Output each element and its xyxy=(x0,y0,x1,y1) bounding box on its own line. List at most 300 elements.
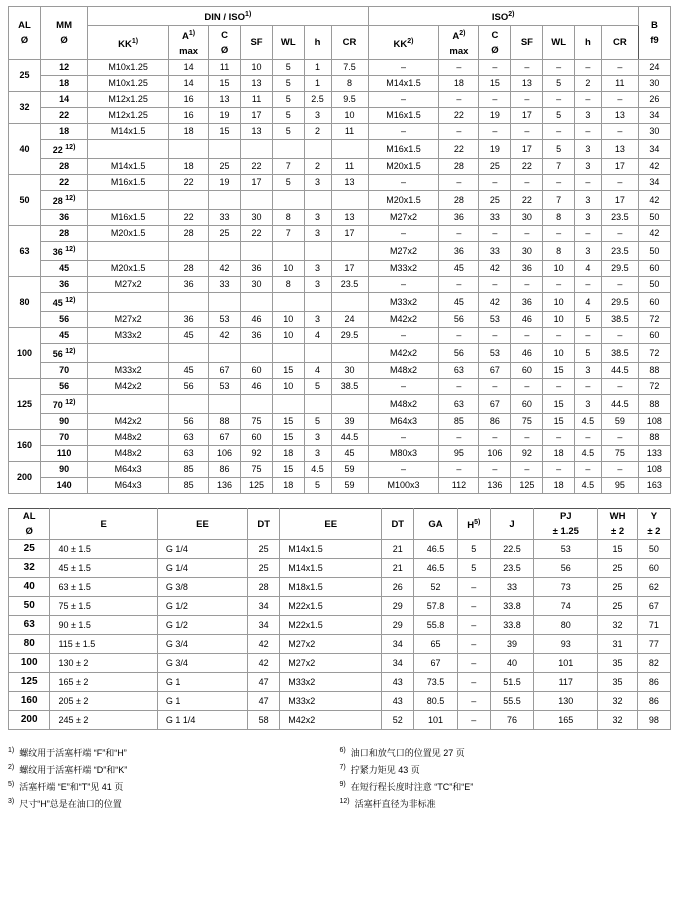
cell-al: 160 xyxy=(9,430,41,462)
cell-iso-1: 95 xyxy=(439,446,479,462)
cell-din-6: 45 xyxy=(331,446,368,462)
cell-mm: 36 xyxy=(41,277,88,293)
cell-din-0: M33x2 xyxy=(88,328,169,344)
cell-din-3: 75 xyxy=(241,414,273,430)
cell-iso-0: – xyxy=(368,328,439,344)
cell-din-5: 5 xyxy=(304,478,331,494)
cell-mm: 28 xyxy=(41,226,88,242)
t2-cell-pj: 73 xyxy=(534,578,598,597)
cell-din-2: 25 xyxy=(209,159,241,175)
cell-iso-0: M27x2 xyxy=(368,242,439,261)
cell-din-4: 5 xyxy=(273,92,305,108)
t2-cell-ee2: M14x1.5 xyxy=(280,559,382,578)
cell-din-5: 1 xyxy=(304,60,331,76)
cell-iso-2: – xyxy=(479,124,511,140)
cell-iso-3: 75 xyxy=(511,414,543,430)
cell-iso-2: – xyxy=(479,430,511,446)
t2-cell-y: 86 xyxy=(637,673,670,692)
cell-iso-0: M16x1.5 xyxy=(368,108,439,124)
cell-din-1: 18 xyxy=(169,159,209,175)
cell-din-1: 45 xyxy=(169,363,209,379)
cell-iso-6: – xyxy=(601,124,638,140)
cell-din-1: 36 xyxy=(169,312,209,328)
cell-din-2 xyxy=(209,395,241,414)
cell-iso-2: 33 xyxy=(479,242,511,261)
cell-din-4: 10 xyxy=(273,328,305,344)
col-header-mm: MM Ø xyxy=(41,7,88,60)
cell-al: 40 xyxy=(9,124,41,175)
cell-iso-6: 38.5 xyxy=(601,312,638,328)
cell-iso-0: M64x3 xyxy=(368,414,439,430)
cell-din-3: 11 xyxy=(241,92,273,108)
cell-din-6: 17 xyxy=(331,226,368,242)
cell-iso-5: – xyxy=(574,277,601,293)
cell-mm: 12 xyxy=(41,60,88,76)
t2-cell-h: – xyxy=(457,578,490,597)
cell-iso-0: – xyxy=(368,462,439,478)
t2-cell-wh: 15 xyxy=(598,540,637,559)
col-header-a-3: $A^{1)}$ max xyxy=(169,26,209,60)
cell-din-6: 9.5 xyxy=(331,92,368,108)
cell-iso-3: – xyxy=(511,175,543,191)
table-row xyxy=(9,242,671,261)
cell-din-1: 28 xyxy=(169,261,209,277)
cell-din-1: 85 xyxy=(169,462,209,478)
cell-mm: 18 xyxy=(41,124,88,140)
t2-cell-ee2: M14x1.5 xyxy=(280,540,382,559)
cell-iso-3: 36 xyxy=(511,261,543,277)
cell-din-2: 15 xyxy=(209,124,241,140)
t2-cell-y: 71 xyxy=(637,616,670,635)
cell-iso-0: M48x2 xyxy=(368,363,439,379)
cell-din-6 xyxy=(331,293,368,312)
cell-din-6 xyxy=(331,191,368,210)
table-spacer xyxy=(0,494,679,508)
table-row xyxy=(9,363,671,379)
cell-mm: 90 xyxy=(41,414,88,430)
cell-din-1 xyxy=(169,242,209,261)
cell-iso-3: 60 xyxy=(511,395,543,414)
t2-cell-wh: 35 xyxy=(598,654,637,673)
t2-cell-h: – xyxy=(457,597,490,616)
cell-din-0: M27x2 xyxy=(88,277,169,293)
cell-iso-6: – xyxy=(601,60,638,76)
t2-cell-wh: 25 xyxy=(598,559,637,578)
cell-b: 24 xyxy=(638,60,670,76)
cell-din-6: 24 xyxy=(331,312,368,328)
col-header-c-4: C Ø xyxy=(209,26,241,60)
cell-din-3: 13 xyxy=(241,76,273,92)
footnote-left: $^{2)}$ 螺纹用于活塞杆端 “D”和“K” xyxy=(8,764,128,776)
cell-b: 163 xyxy=(638,478,670,494)
cell-din-2: 42 xyxy=(209,261,241,277)
cell-din-2: 106 xyxy=(209,446,241,462)
t2-col-header-dt-5: DT xyxy=(382,509,414,540)
t2-cell-dt1: 34 xyxy=(248,616,280,635)
cell-iso-2: 15 xyxy=(479,76,511,92)
cell-iso-2: – xyxy=(479,462,511,478)
cell-din-6: 44.5 xyxy=(331,430,368,446)
cell-iso-3: – xyxy=(511,277,543,293)
cell-iso-1: 63 xyxy=(439,395,479,414)
cell-din-6: 59 xyxy=(331,462,368,478)
cell-iso-4: – xyxy=(543,328,575,344)
cell-iso-4: – xyxy=(543,175,575,191)
cell-din-6: 38.5 xyxy=(331,379,368,395)
t2-cell-y: 50 xyxy=(637,540,670,559)
cell-din-0: M42x2 xyxy=(88,379,169,395)
cell-al: 100 xyxy=(9,328,41,379)
cell-mm: 56 $^{12)}$ xyxy=(41,344,88,363)
cell-iso-2: 25 xyxy=(479,191,511,210)
table-row xyxy=(9,261,671,277)
cell-din-4: 5 xyxy=(273,108,305,124)
cell-iso-6: – xyxy=(601,175,638,191)
t2-cell-wh: 25 xyxy=(598,578,637,597)
cell-iso-5: 3 xyxy=(574,159,601,175)
t2-cell-ee2: M22x1.5 xyxy=(280,597,382,616)
cell-din-0: M48x2 xyxy=(88,430,169,446)
t2-cell-pj: 117 xyxy=(534,673,598,692)
cell-din-1: 63 xyxy=(169,446,209,462)
cell-iso-4: 15 xyxy=(543,414,575,430)
cell-din-6: 7.5 xyxy=(331,60,368,76)
cell-iso-0: – xyxy=(368,379,439,395)
cell-iso-2: 86 xyxy=(479,414,511,430)
cell-iso-2: – xyxy=(479,60,511,76)
cell-iso-5: – xyxy=(574,60,601,76)
cell-din-2: 13 xyxy=(209,92,241,108)
cell-b: 133 xyxy=(638,446,670,462)
cell-din-5: 3 xyxy=(304,210,331,226)
cell-iso-3: 125 xyxy=(511,478,543,494)
cell-mm: 140 xyxy=(41,478,88,494)
cell-din-0 xyxy=(88,344,169,363)
cell-din-5: 1 xyxy=(304,76,331,92)
footnote-left: $^{1)}$ 螺纹用于活塞杆端 “F”和“H” xyxy=(8,747,127,759)
cell-din-4: 10 xyxy=(273,312,305,328)
cell-iso-0: – xyxy=(368,60,439,76)
cell-b: 60 xyxy=(638,261,670,277)
t2-cell-h: – xyxy=(457,635,490,654)
t2-cell-y: 86 xyxy=(637,692,670,711)
cell-din-6: 8 xyxy=(331,76,368,92)
t2-cell-dt2: 43 xyxy=(382,673,414,692)
footnote-left: $^{3)}$ 尺寸“H”总是在油口的位置 xyxy=(8,798,122,810)
table-row xyxy=(9,293,671,312)
cell-din-1: 56 xyxy=(169,379,209,395)
cell-iso-1: – xyxy=(439,124,479,140)
cell-iso-4: – xyxy=(543,379,575,395)
cell-din-0: M12x1.25 xyxy=(88,92,169,108)
t2-cell-h: – xyxy=(457,654,490,673)
table-row xyxy=(9,344,671,363)
t2-cell-ee1: G 3/4 xyxy=(157,654,247,673)
cell-din-6 xyxy=(331,395,368,414)
col-header-kk-9: KK$^{2)}$ xyxy=(368,26,439,60)
cell-mm: 70 $^{12)}$ xyxy=(41,395,88,414)
cell-din-5 xyxy=(304,344,331,363)
cell-b: 88 xyxy=(638,430,670,446)
cell-iso-4: 5 xyxy=(543,76,575,92)
cell-iso-6: 44.5 xyxy=(601,395,638,414)
cell-din-1: 63 xyxy=(169,430,209,446)
cell-din-2 xyxy=(209,140,241,159)
t2-cell-al: 160 xyxy=(9,692,50,711)
t2-cell-ga: 57.8 xyxy=(414,597,457,616)
cell-din-6: 13 xyxy=(331,210,368,226)
cell-din-3: 46 xyxy=(241,379,273,395)
cell-mm: 70 xyxy=(41,363,88,379)
cell-iso-0: M33x2 xyxy=(368,261,439,277)
cell-din-1: 36 xyxy=(169,277,209,293)
cell-iso-1: – xyxy=(439,379,479,395)
table-row xyxy=(9,430,671,446)
table-row xyxy=(9,462,671,478)
cell-iso-3: 46 xyxy=(511,344,543,363)
cell-iso-5: 4.5 xyxy=(574,478,601,494)
table-row xyxy=(9,414,671,430)
cell-iso-6: – xyxy=(601,462,638,478)
footnote-row xyxy=(8,761,671,778)
t2-cell-dt1: 25 xyxy=(248,559,280,578)
cell-iso-4: 15 xyxy=(543,363,575,379)
cell-al: 63 xyxy=(9,226,41,277)
cell-mm: 36 $^{12)}$ xyxy=(41,242,88,261)
cell-iso-5: 3 xyxy=(574,191,601,210)
cell-iso-4: 18 xyxy=(543,446,575,462)
cell-mm: 22 xyxy=(41,108,88,124)
t2-cell-e: 245 ± 2 xyxy=(50,711,157,730)
cell-b: 108 xyxy=(638,414,670,430)
t2-cell-j: 39 xyxy=(490,635,533,654)
group-header-din-iso: DIN / ISO$^{1)}$ xyxy=(88,7,368,26)
cell-iso-5: 2 xyxy=(574,76,601,92)
cell-iso-0: – xyxy=(368,124,439,140)
cell-iso-5: 4 xyxy=(574,261,601,277)
col-header-sf-5: SF xyxy=(241,26,273,60)
col-header-al: AL Ø xyxy=(9,7,41,60)
cell-iso-3: 22 xyxy=(511,191,543,210)
cell-iso-3: 22 xyxy=(511,159,543,175)
t2-cell-al: 25 xyxy=(9,540,50,559)
table2-row xyxy=(9,635,671,654)
cell-iso-1: – xyxy=(439,430,479,446)
cell-mm: 90 xyxy=(41,462,88,478)
t2-cell-pj: 165 xyxy=(534,711,598,730)
t2-cell-dt2: 43 xyxy=(382,692,414,711)
cell-din-5: 3 xyxy=(304,175,331,191)
t2-cell-e: 115 ± 1.5 xyxy=(50,635,157,654)
col-header-cr-8: CR xyxy=(331,26,368,60)
cell-din-6: 11 xyxy=(331,159,368,175)
table-row xyxy=(9,108,671,124)
cell-din-2 xyxy=(209,344,241,363)
cell-b: 42 xyxy=(638,226,670,242)
cell-iso-2: 67 xyxy=(479,395,511,414)
cell-din-0: M12x1.25 xyxy=(88,108,169,124)
cell-iso-1: 28 xyxy=(439,159,479,175)
footnote-right: $^{7)}$ 拧紧力矩见 43 页 xyxy=(339,764,420,776)
cell-iso-3: 92 xyxy=(511,446,543,462)
cell-iso-5: – xyxy=(574,379,601,395)
cell-iso-1: 22 xyxy=(439,108,479,124)
cell-iso-4: 18 xyxy=(543,478,575,494)
cell-iso-6: – xyxy=(601,379,638,395)
table-group-header-row xyxy=(9,7,671,26)
cell-iso-1: – xyxy=(439,175,479,191)
table-row xyxy=(9,312,671,328)
cell-din-5: 4 xyxy=(304,363,331,379)
cell-din-3: 60 xyxy=(241,430,273,446)
t2-col-header-dt-3: DT xyxy=(248,509,280,540)
t2-cell-ga: 65 xyxy=(414,635,457,654)
cell-iso-4: – xyxy=(543,92,575,108)
cell-din-2: 67 xyxy=(209,430,241,446)
t2-cell-pj: 80 xyxy=(534,616,598,635)
cell-iso-2: 19 xyxy=(479,140,511,159)
cell-iso-5: 3 xyxy=(574,242,601,261)
cell-iso-6: 29.5 xyxy=(601,261,638,277)
cell-din-2: 11 xyxy=(209,60,241,76)
t2-col-header-ee-4: EE xyxy=(280,509,382,540)
cell-din-2: 25 xyxy=(209,226,241,242)
cell-iso-0: – xyxy=(368,226,439,242)
cell-mm: 28 xyxy=(41,159,88,175)
cell-din-4: 15 xyxy=(273,414,305,430)
cell-iso-0: M20x1.5 xyxy=(368,191,439,210)
cell-din-3: 36 xyxy=(241,328,273,344)
t2-cell-al: 200 xyxy=(9,711,50,730)
t2-cell-h: – xyxy=(457,692,490,711)
cell-din-1: 28 xyxy=(169,226,209,242)
cell-iso-2: 106 xyxy=(479,446,511,462)
cell-iso-6: – xyxy=(601,328,638,344)
cell-al: 200 xyxy=(9,462,41,494)
cell-din-4 xyxy=(273,293,305,312)
t2-cell-ga: 52 xyxy=(414,578,457,597)
table2-row xyxy=(9,654,671,673)
col-header-h-7: h xyxy=(304,26,331,60)
cell-b: 60 xyxy=(638,293,670,312)
t2-cell-j: 40 xyxy=(490,654,533,673)
cell-din-5: 4.5 xyxy=(304,462,331,478)
cell-al: 25 xyxy=(9,60,41,92)
cell-iso-0: M16x1.5 xyxy=(368,140,439,159)
cell-din-4: 5 xyxy=(273,124,305,140)
cell-din-5 xyxy=(304,293,331,312)
cell-iso-0: M33x2 xyxy=(368,293,439,312)
cell-mm: 28 $^{12)}$ xyxy=(41,191,88,210)
t2-cell-pj: 53 xyxy=(534,540,598,559)
cell-din-4: 10 xyxy=(273,261,305,277)
cell-iso-4: 10 xyxy=(543,312,575,328)
t2-col-header-e-1: E xyxy=(50,509,157,540)
t2-cell-dt2: 21 xyxy=(382,540,414,559)
cell-iso-3: – xyxy=(511,60,543,76)
cell-iso-5: 5 xyxy=(574,312,601,328)
cell-iso-2: – xyxy=(479,175,511,191)
cell-al: 125 xyxy=(9,379,41,430)
t2-cell-j: 22.5 xyxy=(490,540,533,559)
cell-iso-3: 46 xyxy=(511,312,543,328)
cell-iso-3: – xyxy=(511,430,543,446)
cell-din-5: 2.5 xyxy=(304,92,331,108)
cell-din-5: 3 xyxy=(304,430,331,446)
cell-din-4: 8 xyxy=(273,210,305,226)
t2-cell-h: – xyxy=(457,673,490,692)
cell-iso-4: 10 xyxy=(543,344,575,363)
t2-cell-pj: 130 xyxy=(534,692,598,711)
cell-b: 108 xyxy=(638,462,670,478)
cell-din-6: 23.5 xyxy=(331,277,368,293)
t2-cell-y: 82 xyxy=(637,654,670,673)
cell-din-1: 16 xyxy=(169,92,209,108)
cell-mm: 22 $^{12)}$ xyxy=(41,140,88,159)
t2-cell-ee1: G 1 xyxy=(157,673,247,692)
cell-iso-2: 53 xyxy=(479,312,511,328)
cell-iso-2: 67 xyxy=(479,363,511,379)
t2-cell-h: 5 xyxy=(457,559,490,578)
cell-iso-3: 17 xyxy=(511,108,543,124)
cell-iso-5: 4.5 xyxy=(574,414,601,430)
t2-cell-ee1: G 1/4 xyxy=(157,559,247,578)
cell-din-3: 46 xyxy=(241,312,273,328)
cell-iso-4: 5 xyxy=(543,108,575,124)
cell-al: 32 xyxy=(9,92,41,124)
cell-din-2: 86 xyxy=(209,462,241,478)
cell-iso-6: 11 xyxy=(601,76,638,92)
t2-cell-dt1: 34 xyxy=(248,597,280,616)
cell-iso-4: – xyxy=(543,462,575,478)
t2-cell-ga: 73.5 xyxy=(414,673,457,692)
cell-iso-4: 7 xyxy=(543,159,575,175)
cell-iso-5: 3 xyxy=(574,363,601,379)
cell-iso-6: 75 xyxy=(601,446,638,462)
cell-iso-3: – xyxy=(511,124,543,140)
cell-iso-3: – xyxy=(511,379,543,395)
cell-iso-4: 10 xyxy=(543,293,575,312)
t2-cell-e: 90 ± 1.5 xyxy=(50,616,157,635)
cell-iso-3: 30 xyxy=(511,210,543,226)
t2-cell-j: 33.8 xyxy=(490,616,533,635)
cell-iso-1: – xyxy=(439,328,479,344)
table-row xyxy=(9,191,671,210)
cell-iso-3: 36 xyxy=(511,293,543,312)
cell-din-1 xyxy=(169,344,209,363)
cell-din-3 xyxy=(241,242,273,261)
cell-din-3: 22 xyxy=(241,159,273,175)
t2-cell-al: 125 xyxy=(9,673,50,692)
cell-din-3: 10 xyxy=(241,60,273,76)
cell-iso-5: 3 xyxy=(574,395,601,414)
t2-cell-h: 5 xyxy=(457,540,490,559)
cell-al: 80 xyxy=(9,277,41,328)
cell-iso-6: 13 xyxy=(601,140,638,159)
t2-cell-y: 67 xyxy=(637,597,670,616)
t2-cell-ga: 101 xyxy=(414,711,457,730)
table-row xyxy=(9,60,671,76)
cell-iso-1: – xyxy=(439,60,479,76)
t2-cell-j: 76 xyxy=(490,711,533,730)
cell-iso-2: 53 xyxy=(479,344,511,363)
cell-iso-5: – xyxy=(574,328,601,344)
t2-cell-pj: 56 xyxy=(534,559,598,578)
cell-din-1: 56 xyxy=(169,414,209,430)
t2-cell-al: 80 xyxy=(9,635,50,654)
cell-iso-5: – xyxy=(574,124,601,140)
cell-iso-5: – xyxy=(574,462,601,478)
